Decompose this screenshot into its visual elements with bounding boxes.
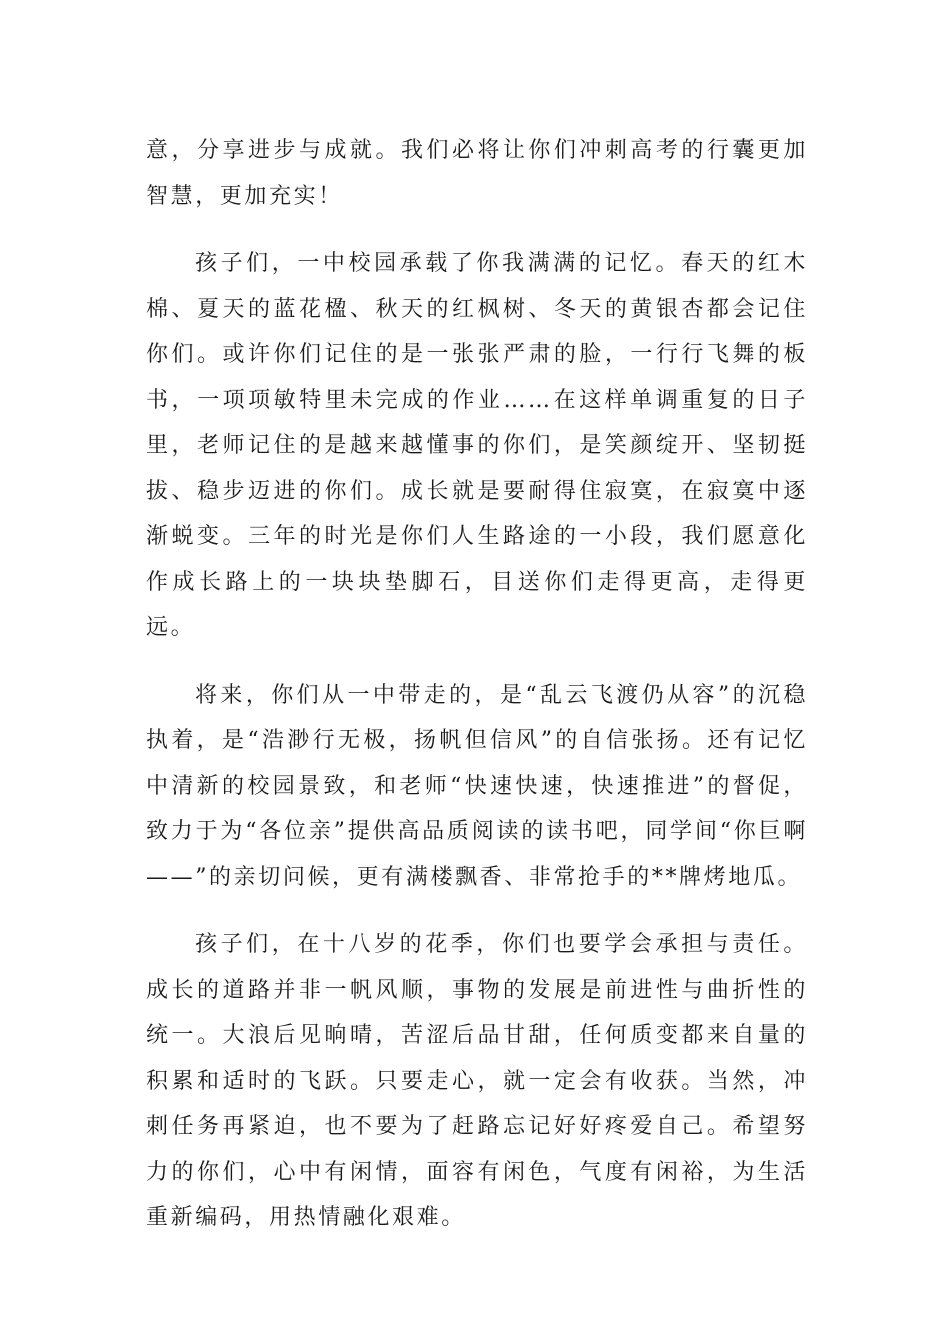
paragraph-continuation: 意，分享进步与成就。我们必将让你们冲刺高考的行囊更加智慧，更加充实！ xyxy=(146,138,808,209)
document-body xyxy=(146,128,808,1263)
paragraph-campus-memories: 孩子们，一中校园承载了你我满满的记忆。春天的红木棉、夏天的蓝花楹、秋天的红枫树、冬天的黄银杏都会记住你们。或许你们记住的是一张张严肃的脸，一行行飞舞的板书，一项项敏特里未完成的作业……在这样单调重复的日子里，老师记住的是越来越懂事的你们，是笑颜绽开、坚韧挺拔、稳步迈进的你们。成长就是要耐得住寂寞，在寂寞中逐渐蜕变。三年的时光是你们人生路途的一小段，我们愿意化作成长路上的一块块垫脚石，目送你们走得更高，走得更远。 xyxy=(146,251,808,640)
paragraph-future: 将来，你们从一中带走的，是“乱云飞渡仍从容”的沉稳执着，是“浩渺行无极，扬帆但信风”的自信张扬。还有记忆中清新的校园景致，和老师“快速快速，快速推进”的督促，致力于为“各位亲”提供高品质阅读的读书吧，同学间“你巨啊——”的亲切问候，更有满楼飘香、非常抢手的**牌烤地瓜。 xyxy=(146,682,808,890)
paragraph-responsibility: 孩子们，在十八岁的花季，你们也要学会承担与责任。成长的道路并非一帆风顺，事物的发展是前进性与曲折性的统一。大浪后见晌晴，苦涩后品甘甜，任何质变都来自量的积累和适时的飞跃。只要走心，就一定会有收获。当然，冲刺任务再紧迫，也不要为了赶路忘记好好疼爱自己。希望努力的你们，心中有闲情，面容有闲色，气度有闲裕，为生活重新编码，用热情融化艰难。 xyxy=(146,932,808,1230)
